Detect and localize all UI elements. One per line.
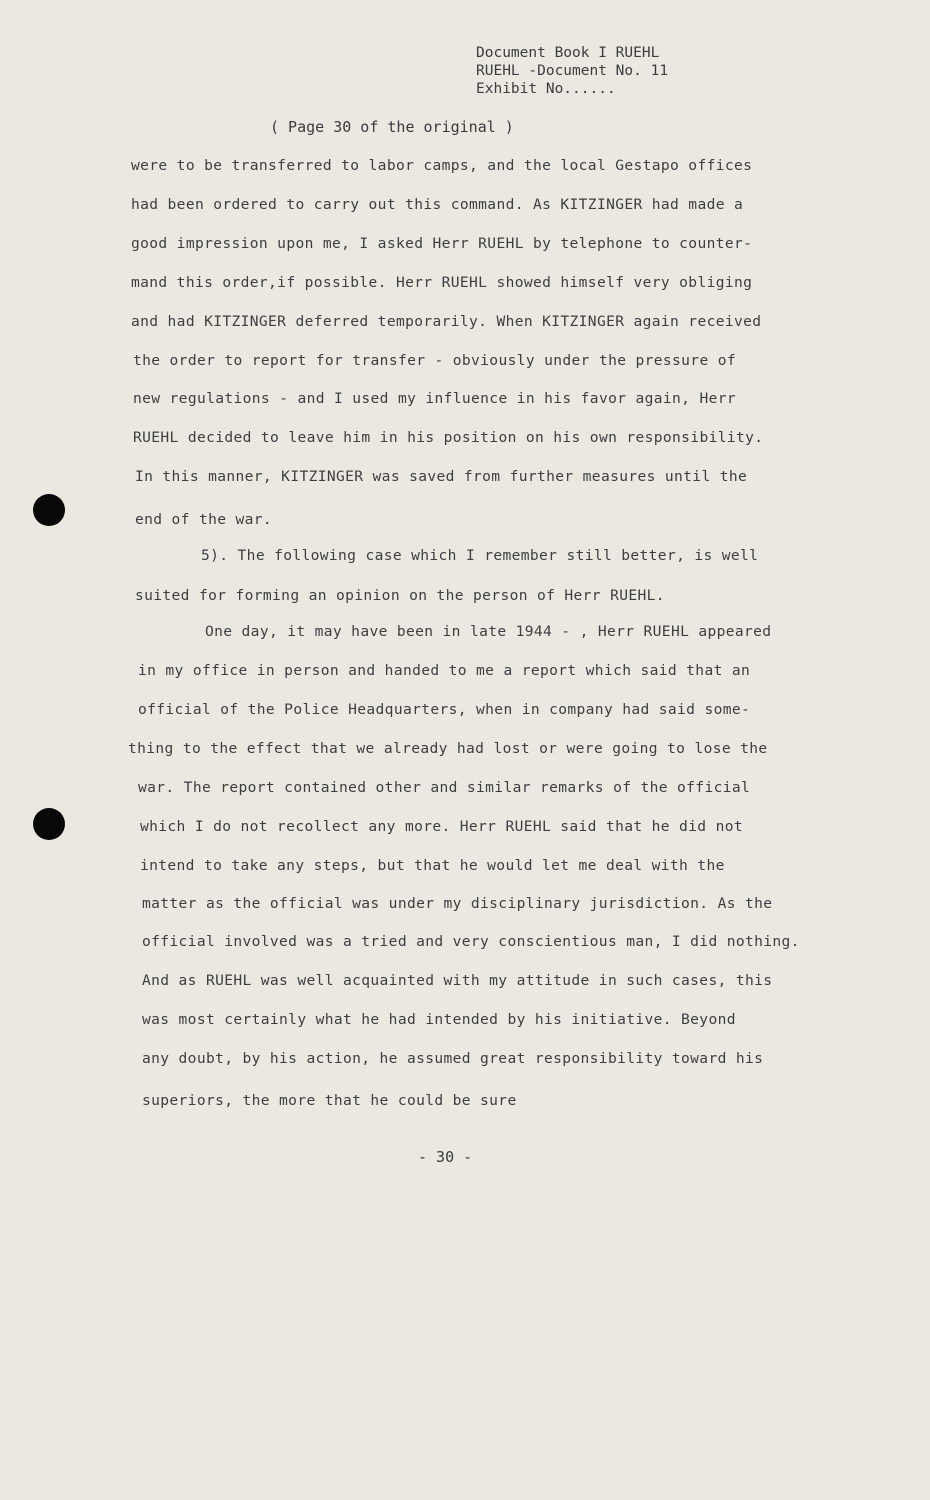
body-line: was most certainly what he had intended by his initiative. Beyond	[142, 1011, 736, 1028]
body-line: In this manner, KITZINGER was saved from further measures until the	[135, 468, 748, 485]
body-line: matter as the official was under my disciplinary jurisdiction. As the	[142, 895, 773, 912]
original-page-reference: ( Page 30 of the original )	[270, 118, 514, 136]
body-line: and had KITZINGER deferred temporarily. When KITZINGER again received	[131, 313, 762, 330]
body-line: mand this order,if possible. Herr RUEHL showed himself very obliging	[131, 274, 753, 291]
body-line: any doubt, by his action, he assumed great responsibility toward his	[142, 1050, 764, 1067]
body-line: RUEHL decided to leave him in his position on his own responsibility.	[133, 429, 764, 446]
body-line: the order to report for transfer - obviously under the pressure of	[133, 352, 736, 369]
body-line: good impression upon me, I asked Herr RUEHL by telephone to counter-	[131, 235, 753, 252]
body-line: war. The report contained other and similar remarks of the official	[138, 779, 751, 796]
body-line: superiors, the more that he could be sure	[142, 1092, 517, 1109]
punch-hole	[33, 808, 65, 840]
body-line: had been ordered to carry out this command. As KITZINGER had made a	[131, 196, 744, 213]
header-exhibit-number: Exhibit No......	[476, 81, 616, 97]
header-document-book: Document Book I RUEHL	[476, 45, 660, 61]
body-line: thing to the effect that we already had lost or were going to lose the	[128, 740, 768, 757]
body-line: suited for forming an opinion on the person of Herr RUEHL.	[135, 587, 665, 604]
body-line: in my office in person and handed to me a report which said that an	[138, 662, 751, 679]
body-line: And as RUEHL was well acquainted with my attitude in such cases, this	[142, 972, 773, 989]
header-document-number: RUEHL -Document No. 11	[476, 63, 669, 79]
body-line: which I do not recollect any more. Herr RUEHL said that he did not	[140, 818, 743, 835]
page-number: - 30 -	[418, 1148, 473, 1166]
body-line: official involved was a tried and very conscientious man, I did nothing.	[142, 933, 800, 950]
punch-hole	[33, 494, 65, 526]
body-line: new regulations - and I used my influence in his favor again, Herr	[133, 390, 736, 407]
body-line: end of the war.	[135, 511, 273, 528]
body-line: official of the Police Headquarters, when in company had said some-	[138, 701, 751, 718]
body-line: 5). The following case which I remember still better, is well	[201, 547, 759, 564]
body-line: were to be transferred to labor camps, and the local Gestapo offices	[131, 157, 753, 174]
body-line: intend to take any steps, but that he would let me deal with the	[140, 857, 725, 874]
document-header	[476, 44, 668, 98]
body-line: One day, it may have been in late 1944 - , Herr RUEHL appeared	[205, 623, 772, 640]
